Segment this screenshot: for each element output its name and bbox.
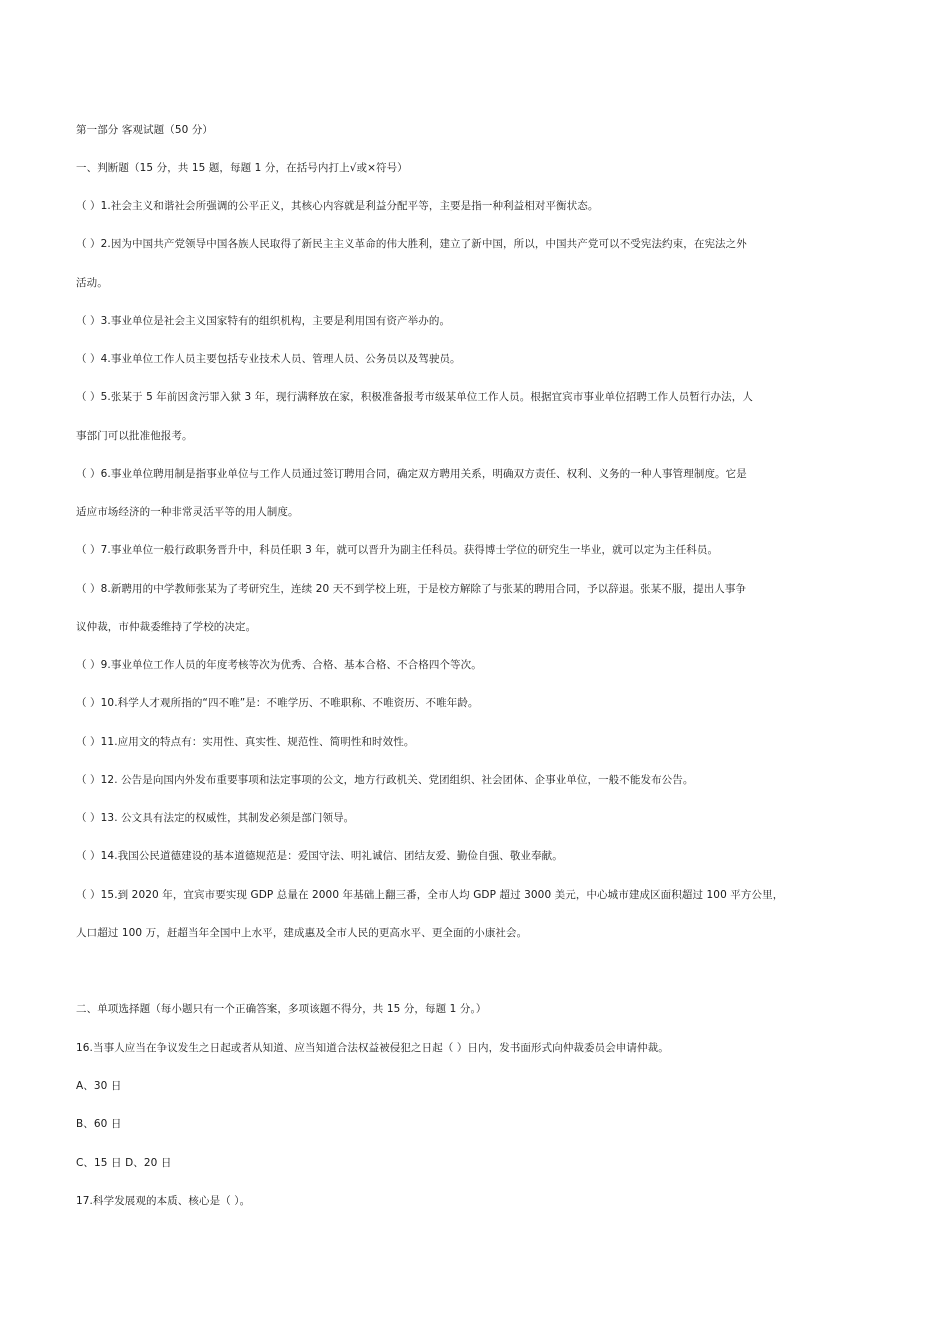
question-line: （ ）6.事业单位聘用制是指事业单位与工作人员通过签订聘用合同，确定双方聘用关系，明确双方责任、权利、义务的一种人事管理制度。它是 — [76, 468, 747, 480]
section-heading-true-false: 一、判断题（15 分，共 15 题，每题 1 分，在括号内打上√或×符号） — [76, 162, 408, 174]
question-line: 议仲裁，市仲裁委维持了学校的决定。 — [76, 621, 257, 633]
question-line: （ ）9.事业单位工作人员的年度考核等次为优秀、合格、基本合格、不合格四个等次。 — [76, 659, 482, 671]
question-line: 活动。 — [76, 277, 108, 289]
option-line: C、15 日 D、20 日 — [76, 1157, 172, 1169]
question-line: 适应市场经济的一种非常灵活平等的用人制度。 — [76, 506, 299, 518]
question-line: （ ）10.科学人才观所指的“四不唯”是：不唯学历、不唯职称、不唯资历、不唯年龄。 — [76, 697, 479, 709]
question-line: （ ）1.社会主义和谐社会所强调的公平正义，其核心内容就是利益分配平等，主要是指一种利益相对平衡状态。 — [76, 200, 599, 212]
question-line: 16.当事人应当在争议发生之日起或者从知道、应当知道合法权益被侵犯之日起（ ）日内，发书面形式向仲裁委员会申请仲裁。 — [76, 1042, 669, 1054]
question-line: （ ）8.新聘用的中学教师张某为了考研究生，连续 20 天不到学校上班，于是校方解除了与张某的聘用合同，予以辞退。张某不服，提出人事争 — [76, 583, 747, 595]
question-line: （ ）11.应用文的特点有：实用性、真实性、规范性、简明性和时效性。 — [76, 736, 415, 748]
question-line: （ ）14.我国公民道德建设的基本道德规范是：爱国守法、明礼诚信、团结友爱、勤俭自强、敬业奉献。 — [76, 850, 563, 862]
option-line: B、60 日 — [76, 1118, 122, 1130]
question-line: （ ）3.事业单位是社会主义国家特有的组织机构，主要是利用国有资产举办的。 — [76, 315, 451, 327]
section-heading-single-choice: 二、单项选择题（每小题只有一个正确答案，多项该题不得分，共 15 分，每题 1 分。） — [76, 1003, 487, 1015]
question-line: （ ）13. 公文具有法定的权威性，其制发必须是部门领导。 — [76, 812, 355, 824]
question-line: （ ）2.因为中国共产党领导中国各族人民取得了新民主主义革命的伟大胜利，建立了新中国，所以，中国共产党可以不受宪法约束，在宪法之外 — [76, 238, 747, 250]
question-line: （ ）7.事业单位一般行政职务晋升中，科员任职 3 年，就可以晋升为副主任科员。获得博士学位的研究生一毕业，就可以定为主任科员。 — [76, 544, 719, 556]
question-line: 人口超过 100 万，赶超当年全国中上水平，建成惠及全市人民的更高水平、更全面的小康社会。 — [76, 927, 528, 939]
question-line: 事部门可以批准他报考。 — [76, 430, 193, 442]
question-line: （ ）5.张某于 5 年前因贪污罪入狱 3 年，现行满释放在家，积极准备报考市级某单位工作人员。根据宜宾市事业单位招聘工作人员暂行办法，人 — [76, 391, 753, 403]
question-line: （ ）12. 公告是向国内外发布重要事项和法定事项的公文，地方行政机关、党团组织、社会团体、企事业单位，一般不能发布公告。 — [76, 774, 694, 786]
option-line: A、30 日 — [76, 1080, 122, 1092]
part-heading: 第一部分 客观试题（50 分） — [76, 124, 214, 136]
question-line: （ ）4.事业单位工作人员主要包括专业技术人员、管理人员、公务员以及驾驶员。 — [76, 353, 461, 365]
question-line: 17.科学发展观的本质、核心是（ ）。 — [76, 1195, 251, 1207]
question-line: （ ）15.到 2020 年，宜宾市要实现 GDP 总量在 2000 年基础上翻三番，全市人均 GDP 超过 3000 美元，中心城市建成区面积超过 100 平方公里， — [76, 889, 784, 901]
